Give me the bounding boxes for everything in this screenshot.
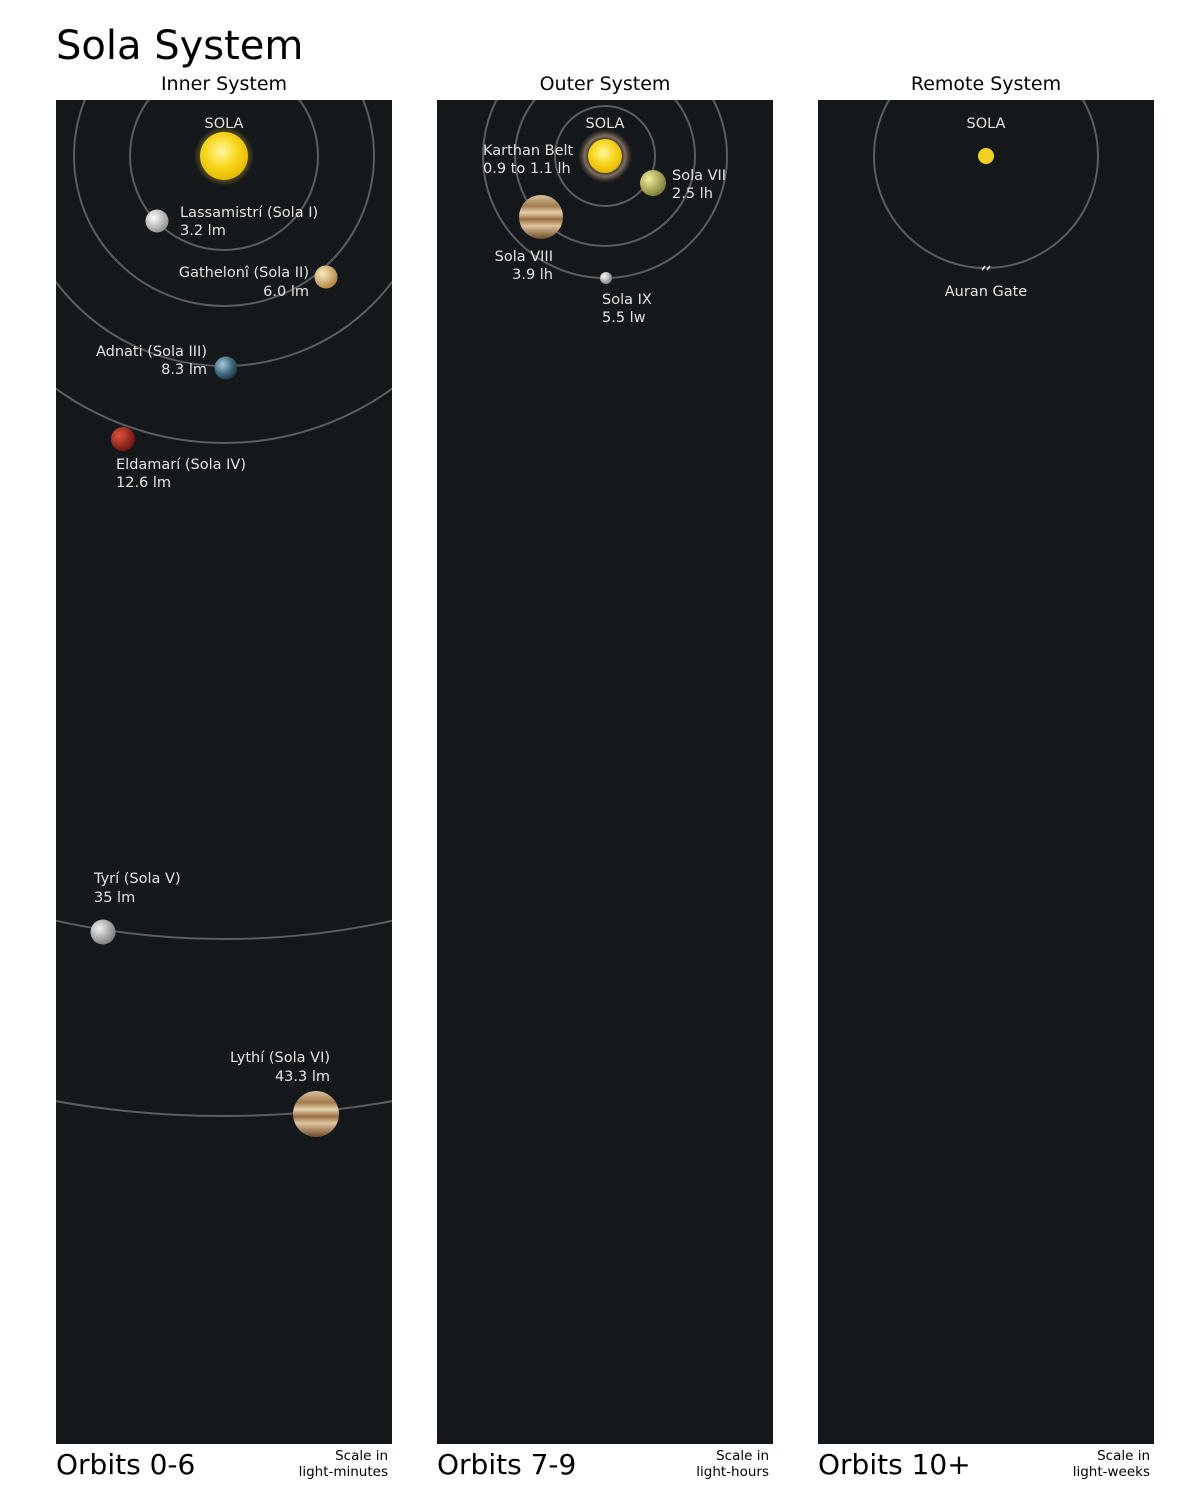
planet-distance-label: 3.2 lm — [180, 223, 226, 239]
inner-system-panel — [56, 100, 392, 1444]
remote-orbits-label: Orbits 10+ — [818, 1448, 971, 1481]
planet-name-label: Tyrí (Sola V) — [94, 871, 181, 887]
remote-system-map — [818, 100, 1154, 1444]
outer-system-heading: Outer System — [539, 73, 671, 95]
sun-icon — [578, 129, 632, 183]
planet-adnati-icon — [215, 357, 238, 380]
planet-lassamistri-icon — [146, 210, 169, 233]
page-title: Sola System — [56, 23, 304, 69]
scale-line-1: Scale in — [335, 1448, 388, 1464]
planet-sola-vii-icon — [640, 170, 666, 196]
planet-distance-label: 43.3 lm — [274, 1069, 330, 1085]
planet-sola-viii-icon — [519, 195, 563, 239]
scale-line-2: light-minutes — [298, 1464, 388, 1480]
scale-line-2: light-hours — [696, 1464, 769, 1480]
remote-scale-note — [1000, 1448, 1150, 1480]
inner-scale-note — [238, 1448, 388, 1480]
remote-system-heading: Remote System — [910, 73, 1062, 95]
inner-orbits-label: Orbits 0-6 — [56, 1448, 196, 1481]
scale-line-1: Scale in — [716, 1448, 769, 1464]
planet-name-label: Lassamistrí (Sola I) — [180, 205, 319, 221]
planet-name-label: Sola VII — [672, 168, 727, 184]
star-label: SOLA — [204, 116, 244, 132]
planet-distance-label: 5.5 lw — [602, 310, 646, 326]
scale-line-1: Scale in — [1097, 1448, 1150, 1464]
inner-system-map — [56, 100, 392, 1444]
planet-distance-label: 3.9 lh — [512, 267, 553, 283]
star-label: SOLA — [585, 116, 625, 132]
sun-icon — [194, 126, 254, 186]
planet-name-label: Eldamarí (Sola IV) — [116, 457, 246, 473]
planet-name-label: Gathelonî (Sola II) — [178, 265, 309, 281]
inner-system-heading: Inner System — [160, 73, 288, 95]
planet-distance-label: 12.6 lm — [116, 475, 172, 491]
planet-distance-label: 6.0 lm — [263, 284, 309, 300]
outer-system-map — [437, 100, 773, 1444]
planet-distance-label: 2.5 lh — [672, 186, 713, 202]
scale-line-2: light-weeks — [1072, 1464, 1150, 1480]
outer-system-panel — [437, 100, 773, 1444]
sun-icon — [978, 148, 994, 164]
outer-scale-note — [619, 1448, 769, 1480]
belt-distance-label: 0.9 to 1.1 lh — [483, 161, 571, 177]
planet-name-label: Adnati (Sola III) — [95, 344, 207, 360]
planet-tyri-icon — [91, 920, 116, 945]
outer-orbits-label: Orbits 7-9 — [437, 1448, 577, 1481]
planet-lythi-icon — [293, 1091, 339, 1137]
planet-name-label: Sola IX — [602, 292, 652, 308]
star-label: SOLA — [966, 116, 1006, 132]
orbit-ring — [56, 100, 392, 1116]
belt-name-label: Karthan Belt — [483, 143, 574, 159]
planet-distance-label: 8.3 lm — [161, 362, 207, 378]
planet-gathelonî-icon — [315, 266, 338, 289]
remote-system-panel — [818, 100, 1154, 1444]
gate-label: Auran Gate — [944, 284, 1028, 300]
planet-name-label: Lythí (Sola VI) — [230, 1050, 330, 1066]
planet-name-label: Sola VIII — [494, 249, 553, 265]
planet-eldamari-icon — [111, 427, 135, 451]
planet-sola-ix-icon — [600, 272, 612, 284]
planet-distance-label: 35 lm — [94, 890, 136, 906]
